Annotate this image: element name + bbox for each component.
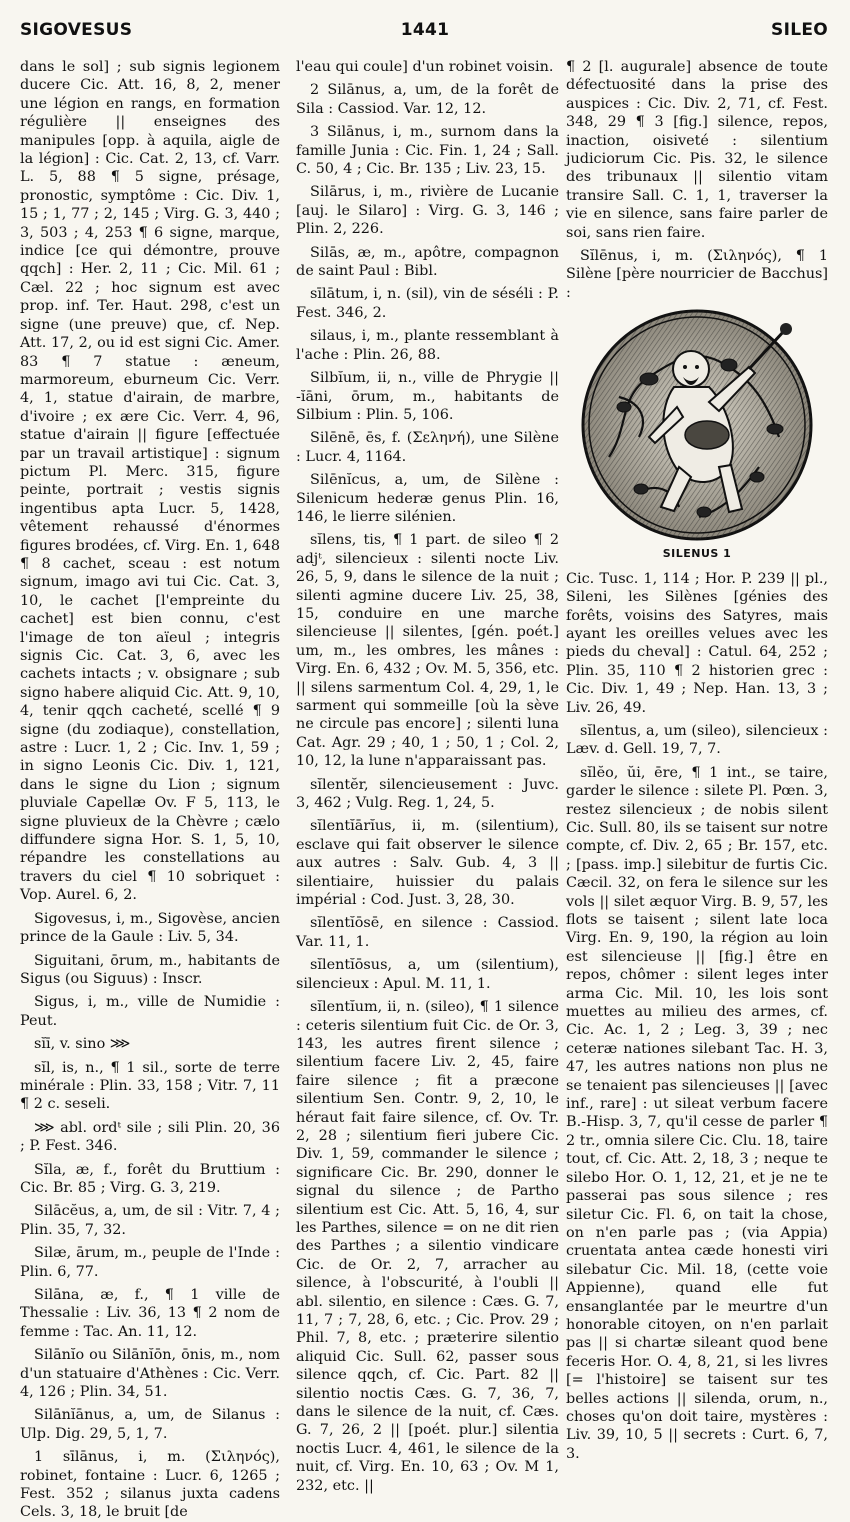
dictionary-entry: 1 sīlānus, i, m. (Σιληνός), robinet, fontaine : Lucr. 6, 1265 ; Fest. 352 ; silanus juxta cadens Cels. 3, 18, le bruit [de (20, 1449, 280, 1521)
dictionary-entry: l'eau qui coule] d'un robinet voisin. (296, 59, 554, 75)
dictionary-entry: sĭlentus, a, um (sileo), silencieux : Læv. d. Gell. 19, 7, 7. (566, 722, 828, 758)
dictionary-entry: 3 Silānus, i, m., surnom dans la famille Junia : Cic. Fin. 1, 24 ; Sall. C. 50, 4 ; Cic. Br. 135 ; Liv. 23, 15. (296, 124, 559, 178)
page-header (0, 0, 850, 40)
dictionary-entry: sīlātum, i, n. (sil), vin de séséli : P. Fest. 346, 2. (296, 286, 559, 321)
dictionary-entry: dans le sol] ; sub signis legionem ducere Cic. Att. 16, 8, 2, mener une légion en rangs, en formation régulière || enseignes des manipules [opp. à aquila, aigle de la légion] : Cic. Cat. 2, 13, cf. Varr. L. 5, 88 ¶ 5 signe, présage, pronostic, symptôme : Cic. Div. 1, 15 ; 1, 77 ; 2, 145 ; Virg. G. 3, 440 ; 3, 503 ; 4, 253 ¶ 6 signe, marque, indice [ce qui démontre, prouve qqch] : Her. 2, 11 ; Cic. Mil. 61 ; Cæl. 22 ; hoc signum est avec prop. inf. Ter. Haut. 298, c'est un signe (une preuve) que, cf. Nep. Att. 17, 2, ou id est signi Cic. Amer. 83 ¶ 7 statue : æneum, marmoreum, eburneum Cic. Verr. 4, 1, statue d'airain, de marbre, d'ivoire ; ex ære Cic. Verr. 4, 96, statue d'airain || figure [effectuée par un travail artistique] : signum pictum Pl. Merc. 315, figure peinte, portrait ; vestis signis ingentibus apta Lucr. 5, 1428, vêtement rehaussé d'énormes figures brodées, cf. Virg. En. 1, 648 ¶ 8 cachet, sceau : est notum signum, imago avi tui Cic. Cat. 3, 10, le cachet [l'empreinte du cachet] est bien connu, c'est l'image de ton aïeul ; integris signis Cic. Cat. 3, 6, avec les cachets intacts ; v. obsignare ; sub signo habere aliquid Cic. Att. 9, 10, 4, tenir qqch cacheté, scellé ¶ 9 signe (du zodiaque), constellation, astre : Lucr. 1, 2 ; Cic. Inv. 1, 59 ; in signo Leonis Cic. Div. 1, 121, dans le signe du Lion ; signum pluviale Capellæ Ov. F 5, 113, le signe pluvieux de la Chèvre ; cælo diffundere signa Hor. S. 1, 5, 10, répandre les constellations au travers du ciel ¶ 10 sobriquet : Vop. Aurel. 6, 2. (20, 59, 280, 904)
dictionary-entry: sĭī, v. sino ⋙ (34, 1036, 131, 1053)
dictionary-entry: Silānĭānus, a, um, de Silanus : Ulp. Dig. 29, 5, 1, 7. (20, 1407, 280, 1442)
dictionary-entry: Silās, æ, m., apôtre, compagnon de saint Paul : Bibl. (296, 244, 559, 280)
dictionary-entry: sĭlĕo, ŭi, ēre, ¶ 1 int., se taire, garder le silence : silete Pl. Pœn. 3, restez silencieux ; de nobis silent Cic. Sull. 80, ils se taisent sur notre compte, cf. Div. 2, 65 ; Br. 157, etc. ; [pass. imp.] silebitur de furtis Cic. Cæcil. 32, on fera le silence sur les vols || silet æquor Virg. B. 9, 57, les flots se taisent ; silent late loca Virg. En. 9, 190, la région au loin est silencieuse || [fig.] être en repos, chômer : silent leges inter arma Cic. Mil. 10, les lois sont muettes au milieu des armes, cf. Cic. Ac. 1, 2 ; Leg. 3, 39 ; nec ceteræ nationes silebant Tac. H. 3, 47, les autres nations non plus ne se tenaient pas silencieuses || [avec inf., rare] : ut sileat verbum facere B.-Hisp. 3, 7, qu'il cesse de parler ¶ 2 tr., omnia silere Cic. Clu. 18, taire tout, cf. Cic. Att. 2, 18, 3 ; neque te silebo Hor. O. 1, 12, 21, et je ne te passerai pas sous silence ; res siletur Cic. Fl. 6, on tait la chose, on n'en parle pas ; (via Appia) cruentata antea cæde honesti viri silebatur Cic. Mil. 18, (cette voie Appienne), quand elle fut ensanglantée par le meurtre d'un honorable citoyen, on n'en parlait pas || si chartæ sileant quod bene feceris Hor. O. 4, 8, 21, si les livres [= l'histoire] se taisent sur tes belles actions || silenda, orum, n., choses qu'on doit taire, mystères : Liv. 39, 10, 5 || secrets : Curt. 6, 7, 3. (566, 764, 828, 1462)
dictionary-entry: sĭlentĕr, silencieusement : Juvc. 3, 462 ; Vulg. Reg. 1, 24, 5. (296, 776, 559, 812)
dictionary-entry: Silācĕus, a, um, de sil : Vitr. 7, 4 ; Plin. 35, 7, 32. (20, 1203, 280, 1238)
figure-caption: SILENUS 1 (662, 547, 732, 561)
dictionary-entry: sĭlentĭārĭus, ii, m. (silentium), esclave qui fait observer le silence aux autres : Salv. Gub. 4, 3 || silentiaire, huissier du palais impérial : Cod. Just. 3, 28, 30. (296, 818, 559, 909)
running-head-left: SIGOVESUS (20, 20, 133, 40)
dictionary-entry: sĭlens, tis, ¶ 1 part. de sileo ¶ 2 adjᵗ, silencieux : silenti nocte Liv. 26, 5, 9, dans le silence de la nuit ; silenti agmine ducere Liv. 25, 38, 15, conduire en une marche silencieuse || silentes, [gén. poét.] um, m., les ombres, les mânes : Virg. En. 6, 432 ; Ov. M. 5, 356, etc. || silens sarmentum Col. 4, 29, 1, le sarment qui sommeille [où la sève ne circule pas encore] ; silenti luna Cat. Agr. 29 ; 40, 1 ; 50, 1 ; Col. 2, 10, 12, la lune n'apparaissant pas. (296, 532, 559, 770)
dictionary-entry: ¶ 2 [l. augurale] absence de toute défectuosité dans la prise des auspices : Cic. Div. 2, 71, cf. Fest. 348, 29 ¶ 3 [fig.] silence, repos, inaction, oisiveté : silentium judiciorum Cic. Pis. 32, le silence des tribunaux || silentio vitam transire Sall. C. 1, 1, traverser la vie en silence, sans faire parler de soi, sans rien faire. (566, 59, 828, 241)
dictionary-entry: Silārus, i, m., rivière de Lucanie [auj. le Silaro] : Virg. G. 3, 146 ; Plin. 2, 226. (296, 184, 559, 238)
dictionary-entry: Cic. Tusc. 1, 114 ; Hor. P. 239 || pl., Sileni, les Silènes [génies des forêts, voisins des Satyres, mais ayant les oreilles velues avec les pieds du cheval] : Catul. 64, 252 ; Plin. 35, 110 ¶ 2 historien grec : Cic. Div. 1, 49 ; Nep. Han. 13, 3 ; Liv. 26, 49. (566, 570, 828, 716)
column-3 (566, 58, 828, 1462)
column-1 (20, 58, 280, 1521)
dictionary-entry: Siguitani, ōrum, m., habitants de Sigus (ou Siguus) : Inscr. (20, 952, 280, 987)
running-head-right: SILEO (771, 20, 828, 40)
page-number: 1441 (400, 20, 450, 40)
silenus-figure (566, 307, 828, 563)
dictionary-entry: Sigus, i, m., ville de Numidie : Peut. (20, 994, 280, 1029)
dictionary-entry: ⋙ abl. ordᵗ sile ; sili Plin. 20, 36 ; P. Fest. 346. (20, 1119, 280, 1155)
dictionary-entry: Silæ, ārum, m., peuple de l'Inde : Plin. 6, 77. (20, 1245, 280, 1280)
dictionary-entry: Sigovesus, i, m., Sigovèse, ancien prince de la Gaule : Liv. 5, 34. (20, 910, 280, 946)
column-2 (296, 58, 559, 1494)
dictionary-entry: Silbĭum, ii, n., ville de Phrygie || -ĭāni, ōrum, m., habitants de Silbium : Plin. 5, 106. (296, 370, 559, 423)
dictionary-entry: Sĭla, æ, f., forêt du Bruttium : Cic. Br. 85 ; Virg. G. 3, 219. (20, 1161, 280, 1196)
dictionary-entry: sĭl, is, n., ¶ 1 sil., sorte de terre minérale : Plin. 33, 158 ; Vitr. 7, 11 ¶ 2 c. seseli. (20, 1059, 280, 1113)
dictionary-entry: Silēnĭcus, a, um, de Silène : Silenicum hederæ genus Plin. 16, 146, le lierre silénien. (296, 472, 559, 525)
dictionary-entry: silaus, i, m., plante ressemblant à l'ache : Plin. 26, 88. (296, 328, 559, 363)
dictionary-entry: Silāna, æ, f., ¶ 1 ville de Thessalie : Liv. 36, 13 ¶ 2 nom de femme : Tac. An. 11, 12. (20, 1287, 280, 1340)
dictionary-entry: Silānĭo ou Silānĭōn, ōnis, m., nom d'un statuaire d'Athènes : Cic. Verr. 4, 126 ; Plin. 34, 51. (20, 1347, 280, 1401)
silenus-medallion-icon (579, 307, 815, 543)
dictionary-entry: Sĭlēnus, i, m. (Σιληνός), ¶ 1 Silène [père nourricier de Bacchus] : (566, 248, 828, 301)
dictionary-entry: sĭlentĭōsē, en silence : Cassiod. Var. 11, 1. (296, 915, 559, 950)
dictionary-entry: sĭlentĭum, ii, n. (sileo), ¶ 1 silence : ceteris silentium fuit Cic. de Or. 3, 143, les autres firent silence ; silentium facere Liv. 2, 45, faire faire silence ; fit a præcone silentium Sen. Contr. 9, 2, 10, le héraut fait faire silence, cf. Ov. Tr. 2, 28 ; silentium fieri jubere Cic. Div. 1, 59, commander le silence ; significare Cic. Br. 290, donner le signal du silence ; de Partho silentium est Cic. Att. 5, 16, 4, sur les Parthes, silence = on ne dit rien des Parthes ; a silentio vindicare Cic. de Or. 2, 7, arracher au silence, à l'obscurité, à l'oubli || abl. silentio, en silence : Cæs. G. 7, 11, 7 ; 7, 28, 6, etc. ; Cic. Prov. 29 ; Phil. 7, 8, etc. ; præterire silentio aliquid Cic. Sull. 62, passer sous silence qqch, cf. Cic. Part. 82 || silentio noctis Cæs. G. 7, 36, 7, dans le silence de la nuit, cf. Cæs. G. 7, 26, 2 || [poét. plur.] silentia noctis Lucr. 4, 461, le silence de la nuit, cf. Virg. En. 10, 63 ; Ov. M 1, 232, etc. || (296, 999, 559, 1494)
dictionary-entry: sĭlentĭōsus, a, um (silentium), silencieux : Apul. M. 11, 1. (296, 957, 559, 992)
dictionary-entry: Silēnē, ēs, f. (Σεληνή), une Silène : Lucr. 4, 1164. (296, 430, 559, 465)
dictionary-entry: 2 Silānus, a, um, de la forêt de Sila : Cassiod. Var. 12, 12. (296, 82, 559, 117)
